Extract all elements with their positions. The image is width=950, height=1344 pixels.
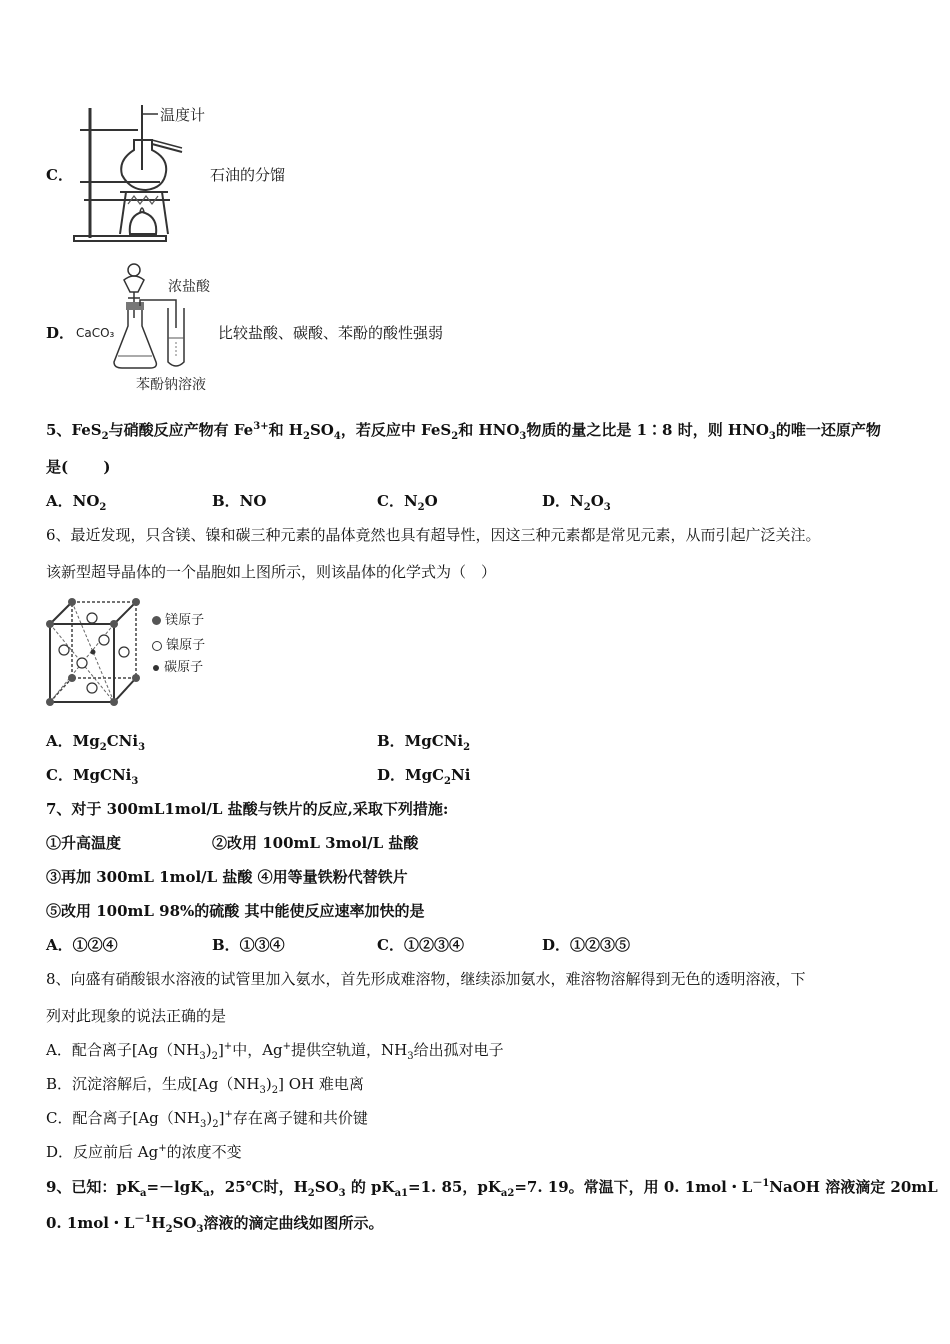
q6-option-b: B．MgCNi$_2$ (377, 732, 471, 753)
q6-option-d: D．MgC$_2$Ni (377, 766, 471, 787)
acid-comparison-apparatus-figure (110, 258, 200, 378)
q7-option-c: C．①②③④ (377, 936, 464, 954)
q6-option-c: C．MgCNi$_3$ (46, 766, 139, 787)
question-5-line-2: 是( ) (46, 458, 111, 476)
q5-option-b: B．NO (212, 492, 267, 510)
nickel-atom-icon (152, 641, 162, 651)
option-c-letter: C． (46, 166, 73, 184)
option-d-letter: D． (46, 324, 75, 342)
legend-carbon: 碳原子 (152, 658, 203, 678)
q5-option-d: D．$N_2O_3$ (542, 492, 611, 513)
q8-option-a: A．配合离子$[Ag(NH_3)_2]^+$中，Ag+提供空轨道，$NH_3$给出孤对电子 (46, 1041, 504, 1062)
carbon-atom-icon (153, 665, 159, 671)
question-8-line-2: 列对此现象的说法正确的是 (46, 1007, 227, 1025)
q8-option-b: B．沉淀溶解后，生成$[Ag(NH_3)_2]$ OH 难电离 (46, 1075, 364, 1096)
legend-nickel: 镍原子 (152, 636, 205, 656)
question-6-line-1: 6、最近发现，只含镁、镍和碳三种元素的晶体竟然也具有超导性，因这三种元素都是常见元素，从而引起广泛关注。 (46, 526, 821, 544)
question-6-line-2: 该新型超导晶体的一个晶胞如上图所示，则该晶体的化学式为（ ） (46, 563, 497, 581)
crystal-unit-cell-figure (44, 596, 144, 708)
legend-magnesium: 镁原子 (152, 611, 204, 631)
q8-option-c: C．配合离子$[Ag(NH_3)_2]^+$存在离子键和共价键 (46, 1109, 368, 1130)
question-7-line-1: 7、对于 300mL1mol/L 盐酸与铁片的反应,采取下列措施: (46, 800, 449, 818)
q6-option-a: A．$Mg_2CNi_3$ (46, 732, 146, 753)
q8-option-d: D．反应前后 Ag+的浓度不变 (46, 1143, 242, 1161)
q7-measure-5: ⑤改用 100mL 98%的硫酸 其中能使反应速率加快的是 (46, 902, 425, 920)
question-5-line-1: 5、FeS$_2$与硝酸反应产物有 $Fe^{3+}$和 $H_2SO_4$，若反应中 FeS$_2$和 $HNO_3$物质的量之比是 1∶8 时，则 $HNO_3$的唯一还原产物 (46, 421, 881, 442)
option-c-description: 石油的分馏 (210, 166, 286, 184)
question-9-line-2: 0. 1mol・$L^{-1}H_2SO_3$溶液的滴定曲线如图所示。 (46, 1214, 384, 1235)
hydrochloric-acid-label: 浓盐酸 (168, 279, 210, 295)
q7-measure-1: ①升高温度 (46, 834, 122, 852)
q7-option-d: D．①②③⑤ (542, 936, 631, 954)
q7-measure-2: ②改用 100mL 3mol/L 盐酸 (212, 834, 419, 852)
option-d-description: 比较盐酸、碳酸、苯酚的酸性强弱 (218, 324, 444, 342)
q7-measure-3-4: ③再加 300mL 1mol/L 盐酸 ④用等量铁粉代替铁片 (46, 868, 408, 886)
question-8-line-1: 8、向盛有硝酸银水溶液的试管里加入氨水，首先形成难溶物，继续添加氨水，难溶物溶解得到无色的透明溶液，下 (46, 970, 806, 988)
caco3-label: CaCO₃ (76, 326, 115, 340)
q5-option-a: A．$NO_2$ (46, 492, 107, 513)
magnesium-atom-icon (152, 616, 161, 625)
thermometer-label: 温度计 (160, 106, 206, 124)
sodium-phenoxide-label: 苯酚钠溶液 (136, 377, 206, 393)
q5-option-c: C．$N_2O$ (377, 492, 438, 513)
q7-option-a: A．①②④ (46, 936, 118, 954)
q7-option-b: B．①③④ (212, 936, 285, 954)
question-9-line-1: 9、已知：$pK_a=-\lg K_a$，25℃时，$H_2SO_3$ 的 $pK_{a1}=1$. 85，$pK_{a2}=7$. 19。常温下，用 0. 1mol・$L^{-1}NaOH$ 溶液滴定 20mL (46, 1178, 938, 1199)
